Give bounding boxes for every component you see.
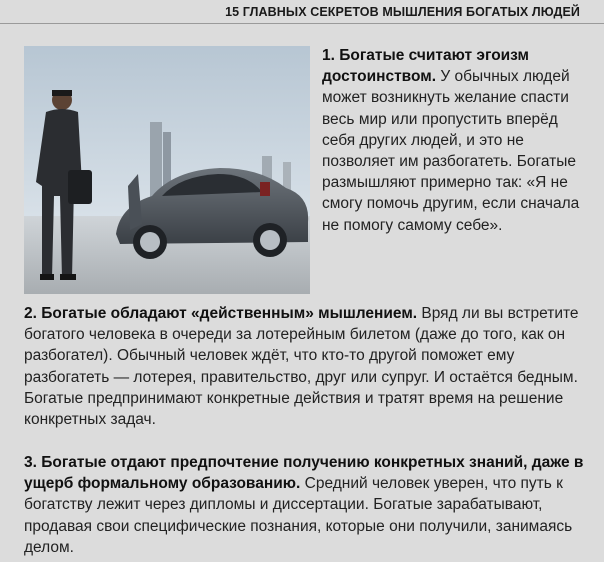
section-1 — [322, 45, 584, 236]
section-2-heading: 2. Богатые обладают «действенным» мышлением. — [24, 305, 418, 322]
page-title: 15 ГЛАВНЫХ СЕКРЕТОВ МЫШЛЕНИЯ БОГАТЫХ ЛЮДЕЙ — [225, 5, 580, 19]
section-1-heading: 1. Богатые считают эгоизм достоинством. — [322, 47, 529, 86]
header-divider — [0, 23, 604, 24]
section-3 — [24, 452, 594, 558]
section-3-text: Средний человек уверен, что путь к богатству лежит через дипломы и диссертации. Богатые зарабатывают, продавая свои специфические познания, которые они получили, занимаясь делом. — [24, 475, 573, 556]
man-with-car-photo — [24, 46, 310, 294]
section-2-text: Вряд ли вы встретите богатого человека в очереди за лотерейным билетом (даже до того, как он разбогател). Обычный человек ждёт, что кто-то другой поможет ему разбогатеть — лотерея, правительство, друг или супруг. И остаётся бедным. Богатые предпринимают конкретные действия и тратят время на решение конкретных задач. — [24, 305, 579, 429]
section-2 — [24, 303, 594, 430]
header — [0, 0, 604, 26]
section-1-text: У обычных людей может возникнуть желание спасти весь мир или пропустить вперёд себя других людей, и это не позволяет им разбогатеть. Богатые размышляют примерно так: «Я не смогу помочь другим, если сначала не помогу самому себе». — [322, 68, 580, 234]
section-3-heading: 3. Богатые отдают предпочтение получению конкретных знаний, даже в ущерб формальному образованию. — [24, 454, 584, 493]
